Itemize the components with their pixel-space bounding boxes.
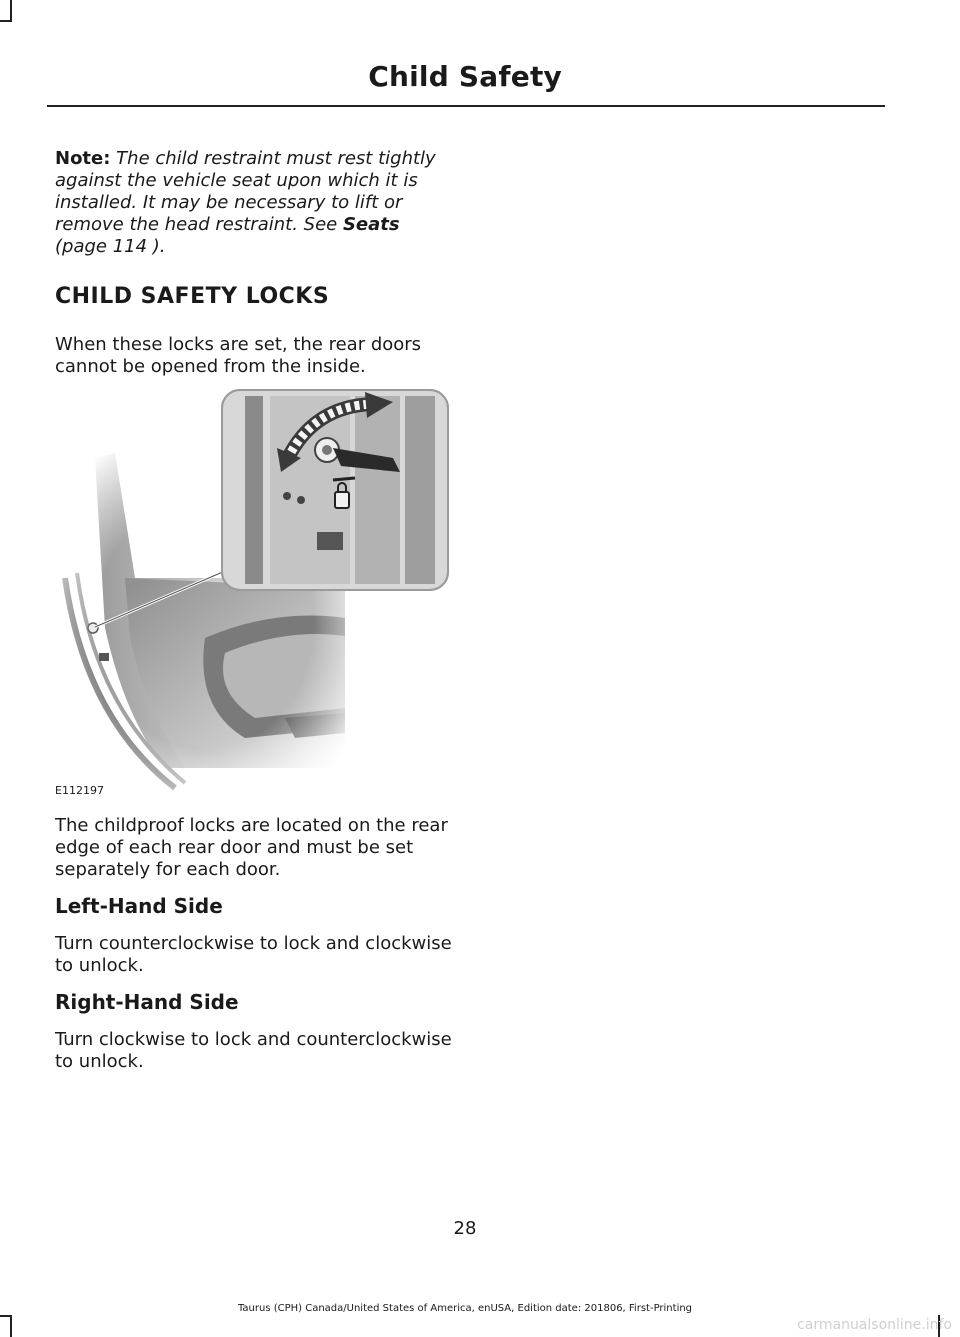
location-paragraph: The childproof locks are located on the rear edge of each rear door and must be set separately for each door. [55, 815, 448, 880]
note-suffix: (page 114 ). [55, 236, 166, 257]
left-hand-heading: Left-Hand Side [55, 894, 223, 918]
header-divider [47, 105, 885, 107]
right-hand-heading: Right-Hand Side [55, 990, 239, 1014]
footer-edition: Taurus (CPH) Canada/United States of America, enUSA, Edition date: 201806, First-Printing [237, 1303, 693, 1314]
note-text: The child restraint must rest tightly against the vehicle seat upon which it is installed. It may be necessary to lift or remove the head restraint. See [55, 148, 436, 235]
left-hand-text: Turn counterclockwise to lock and clockwise to unlock. [55, 933, 452, 976]
child-lock-illustration [55, 388, 455, 798]
page-header-title: Child Safety [368, 60, 562, 93]
watermark-text: carmanualsonline.info [797, 1317, 952, 1333]
right-hand-text: Turn clockwise to lock and counterclockwise to unlock. [55, 1029, 452, 1072]
crop-mark [10, 0, 12, 22]
figure-code: E112197 [55, 784, 104, 797]
section-heading: CHILD SAFETY LOCKS [55, 284, 330, 309]
crop-mark [0, 1315, 12, 1317]
seats-link[interactable]: Seats [342, 214, 400, 235]
crop-mark [0, 20, 12, 22]
note-paragraph [55, 148, 455, 258]
intro-paragraph: When these locks are set, the rear doors cannot be opened from the inside. [55, 334, 422, 377]
note-label: Note: [55, 148, 111, 169]
crop-mark [10, 1315, 12, 1337]
page-number: 28 [453, 1218, 477, 1239]
